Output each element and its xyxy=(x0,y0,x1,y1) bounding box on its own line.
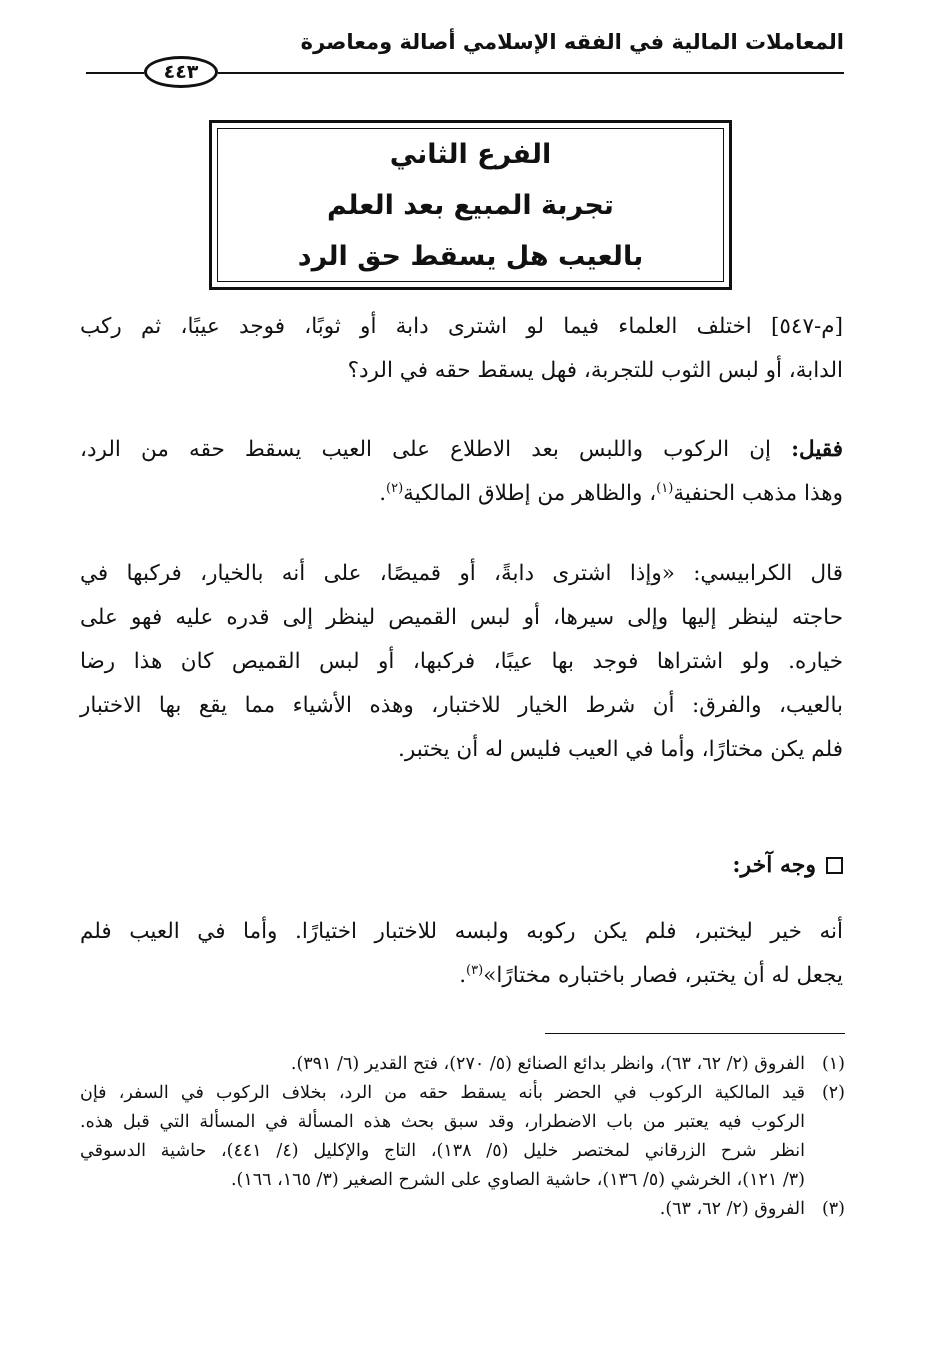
footnote-line: الفروق (٢/ ٦٢، ٦٣). xyxy=(659,1199,805,1219)
footnote-text xyxy=(80,1079,805,1195)
text-run: ، والظاهر من إطلاق المالكية xyxy=(403,481,657,506)
footnote-ref[interactable]: (١) xyxy=(656,481,674,496)
section-title-line: تجربة المبيع بعد العلم xyxy=(327,189,614,221)
footnote-line: الفروق (٢/ ٦٢، ٦٣)، وانظر بدائع الصنائع (٥/ ٢٧٠)، فتح القدير (٦/ ٣٩١). xyxy=(290,1054,805,1074)
footnote-line: قيد المالكية الركوب في الحضر بأنه يسقط حقه من الرد، بخلاف الركوب في السفر، فإن xyxy=(80,1083,805,1103)
footnote-line: الركوب فيه يعتبر من باب الاضطرار، وقد سبق بحث هذه المسألة في المسألة التي قبل هذه. xyxy=(80,1112,805,1132)
footnotes xyxy=(80,1050,845,1224)
text-line: حاجته لينظر إليها وإلى سيرها، أو لبس القميص لينظر إلى قدره عليه فهو على xyxy=(80,605,843,630)
footnote-line: (٣/ ١٢١)، الخرشي (٥/ ١٣٦)، حاشية الصاوي على الشرح الصغير (٣/ ١٦٥، ١٦٦). xyxy=(230,1170,805,1190)
footnote xyxy=(80,1079,845,1195)
checkbox-icon xyxy=(826,857,843,874)
text-run: وهذا مذهب الحنفية xyxy=(673,481,843,506)
text-run: يجعل له أن يختبر، فصار باختباره مختارًا» xyxy=(483,963,843,988)
text-line: [م-٥٤٧] اختلف العلماء فيما لو اشترى دابة أو ثوبًا، فوجد عيبًا، ثم ركب xyxy=(80,314,843,339)
text-line xyxy=(80,954,843,998)
text-line: قال الكرابيسي: «وإذا اشترى دابةً، أو قميصًا، على أنه بالخيار، فركبها في xyxy=(80,561,843,586)
paragraph-lead: فقيل: xyxy=(791,437,843,462)
footnote-ref[interactable]: (٣) xyxy=(466,963,484,978)
subheading-label: وجه آخر: xyxy=(732,852,816,878)
footnote-text xyxy=(80,1050,805,1079)
running-title: المعاملات المالية في الفقه الإسلامي أصالة ومعاصرة xyxy=(300,30,844,54)
text-line: خياره. ولو اشتراها فوجد بها عيبًا، فركبها، أو لبس القميص كان هذا رضا xyxy=(80,649,843,674)
text-run: . xyxy=(459,963,467,988)
section-title-inner-frame xyxy=(217,128,724,282)
footnote-number: (١) xyxy=(821,1054,845,1074)
text-line: أنه خير ليختبر، فلم يكن ركوبه ولبسه للاختبار اختيارًا. وأما في العيب فلم xyxy=(80,919,843,944)
text-line xyxy=(80,472,843,516)
paragraph xyxy=(80,305,843,393)
footnote-number: (٢) xyxy=(821,1083,845,1103)
text-line: الدابة، أو لبس الثوب للتجربة، فهل يسقط حقه في الرد؟ xyxy=(347,358,843,383)
footnote-separator xyxy=(545,1033,845,1034)
footnote-line: انظر شرح الزرقاني لمختصر خليل (٥/ ١٣٨)، التاج والإكليل (٤/ ٤٤١)، حاشية الدسوقي xyxy=(80,1141,806,1161)
header-rule xyxy=(218,72,844,74)
text-run: إن الركوب واللبس بعد الاطلاع على العيب يسقط حقه من الرد، xyxy=(80,437,771,462)
section-title-line: بالعيب هل يسقط حق الرد xyxy=(297,240,644,272)
footnote xyxy=(80,1050,845,1079)
text-run: . xyxy=(379,481,387,506)
text-line: فلم يكن مختارًا، وأما في العيب فليس له أن يختبر. xyxy=(398,737,843,762)
section-title-box xyxy=(209,120,732,290)
paragraph xyxy=(80,552,843,772)
section-title-line: الفرع الثاني xyxy=(389,138,552,170)
footnote-text xyxy=(80,1195,805,1224)
footnote-ref[interactable]: (٢) xyxy=(386,481,404,496)
page-number: ٤٤٣ xyxy=(144,56,218,88)
text-line xyxy=(80,428,843,472)
paragraph xyxy=(80,910,843,998)
footnote xyxy=(80,1195,845,1224)
header-rule xyxy=(86,72,144,74)
subheading xyxy=(732,852,843,878)
footnote-number: (٣) xyxy=(821,1199,845,1219)
paragraph xyxy=(80,428,843,516)
text-line: بالعيب، والفرق: أن شرط الخيار للاختبار، وهذه الأشياء مما يقع بها الاختبار xyxy=(80,693,843,718)
